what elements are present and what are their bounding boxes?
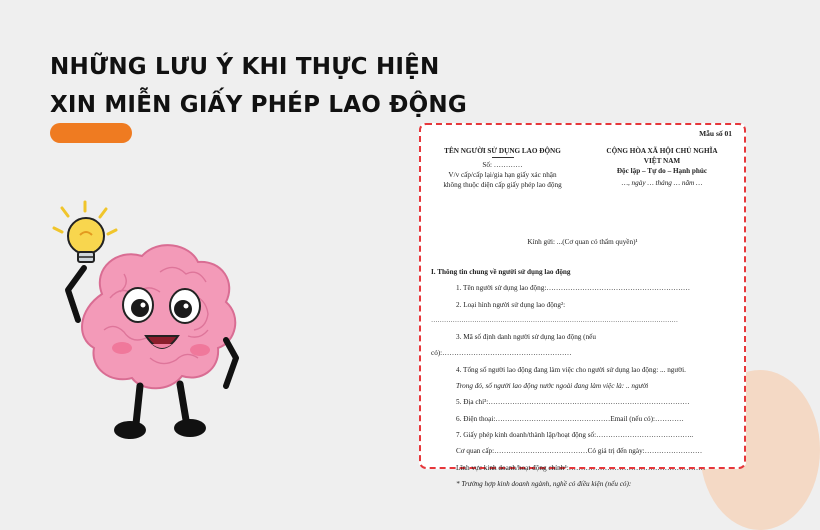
lightbulb-icon	[68, 218, 104, 262]
document-number: Số: …………	[482, 161, 523, 169]
page-headline	[50, 48, 467, 124]
form-line: 3. Mã số định danh người sử dụng lao động (nếu	[456, 333, 596, 342]
divider	[492, 157, 514, 158]
accent-bar	[50, 123, 132, 143]
form-number: Mẫu số 01	[699, 129, 732, 138]
section-title: I. Thông tin chung về người sử dụng lao động	[431, 268, 571, 276]
national-header	[587, 146, 737, 188]
form-line: * Trường hợp kinh doanh ngành, nghề có điều kiện (nếu có):	[456, 479, 632, 488]
form-line: Trong đó, số người lao động nước ngoài đang làm việc là: .. người	[456, 382, 649, 391]
country-line-2: VIỆT NAM	[643, 157, 681, 165]
employer-header	[425, 146, 580, 190]
headline-line-1: NHỮNG LƯU Ý KHI THỰC HIỆN	[50, 54, 440, 80]
form-line: ……………………………………………………………………………………………………	[431, 316, 678, 324]
recipient-line: Kính gửi: ...(Cơ quan có thẩm quyền)¹	[527, 238, 638, 246]
form-line: 4. Tổng số người lao động đang làm việc cho người sử dụng lao động: ... người.	[456, 365, 686, 374]
national-motto: Độc lập – Tự do – Hạnh phúc	[616, 167, 708, 175]
brain-mascot	[40, 198, 240, 458]
subject-line-1: V/v cấp/cấp lại/gia hạn giấy xác nhận	[448, 171, 557, 179]
form-line: 7. Giấy phép kinh doanh/thành lập/hoạt động số:…………………………………..	[456, 430, 694, 439]
subject-line-2: không thuộc diện cấp giấy phép lao động	[443, 181, 562, 189]
form-line: Cơ quan cấp:…………………………………Có giá trị đến ngày:……………………	[456, 447, 703, 456]
headline-line-2: XIN MIỄN GIẤY PHÉP LAO ĐỘNG	[50, 92, 467, 118]
country-line-1: CỘNG HÒA XÃ HỘI CHỦ NGHĨA	[606, 147, 718, 155]
form-line: Lĩnh vực kinh doanh/hoạt động chính⁴:…………………………………………………	[456, 463, 706, 472]
form-body	[431, 267, 734, 495]
date-line: …, ngày … tháng … năm …	[621, 179, 703, 187]
employer-name: TÊN NGƯỜI SỬ DỤNG LAO ĐỘNG	[444, 147, 561, 155]
form-line: có):………………………………………………	[431, 349, 572, 358]
brain-body	[82, 245, 235, 388]
form-line: 1. Tên người sử dụng lao động:……………………………………………………	[456, 284, 691, 293]
form-line: 2. Loại hình người sử dụng lao động²:	[456, 300, 566, 309]
form-line: 6. Điện thoại:…………………………………………Email (nếu có):…………	[456, 414, 684, 423]
form-line: 5. Địa chỉ³:…………………………………………………………………………	[456, 398, 690, 407]
document-form	[419, 123, 746, 488]
